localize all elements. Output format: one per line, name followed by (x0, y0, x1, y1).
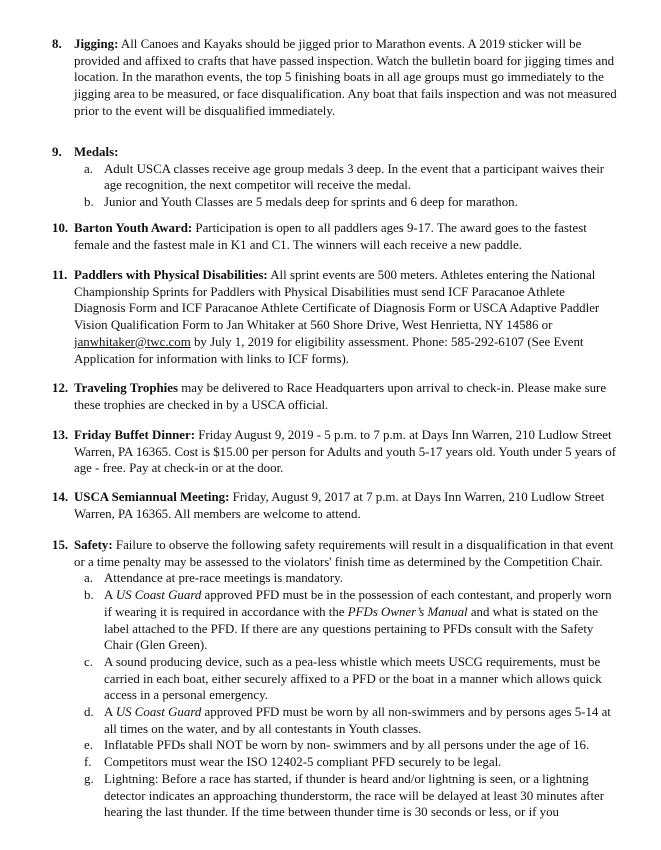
section-8-jigging (52, 36, 617, 120)
section-text: may be delivered to Race Headquarters upon arrival to check-in. Please make sure these trophies are checked in by a USCA official. (74, 381, 607, 412)
section-heading: USCA Semiannual Meeting: (74, 490, 230, 504)
section-number: 8. (52, 37, 62, 51)
list-text-post: approved PFD must be worn by all non-swimmers and by persons ages 5-14 at all times on the water, and by all contestants in Youth classes. (104, 705, 611, 736)
list-text: Adult USCA classes receive age group medals 3 deep. In the event that a participant waives their age recognition, the next competitor will receive the medal. (104, 161, 605, 193)
list-item (84, 704, 617, 737)
section-heading: Medals: (74, 145, 119, 159)
section-text: All sprint events are 500 meters. Athletes entering the National Championship Sprints for Paddlers with Physical Disabilities must send ICF Paracanoe Athlete Diagnosis Form and ICF Paracanoe Athlete Certificate of Diagnosis Form or USCA Adaptive Paddler Vision Qualification Form to Jan Whitaker at 560 Shore Drive, West Henrietta, NY 14586 or (74, 268, 600, 333)
list-item (84, 737, 617, 754)
section-15-safety (52, 537, 617, 821)
list-letter: e. (84, 738, 93, 753)
section-number: 10. (52, 221, 69, 235)
list-text: Attendance at pre-race meetings is mandatory. (104, 571, 343, 586)
section-text: All Canoes and Kayaks should be jigged prior to Marathon events. A 2019 sticker will be provided and affixed to crafts that have passed inspection. Watch the bulletin board for jigging times and location. In the marathon events, the top 5 finishing boats in all age groups must go immediately to the jigging area to be measured, or face disqualification. Any boat that fails inspection and was not measured prior to the event will be disqualified immediately. (74, 37, 617, 118)
list-item (84, 654, 617, 704)
list-text: Competitors must wear the ISO 12402-5 compliant PFD securely to be legal. (104, 755, 502, 770)
section-11-paddlers-disabilities (52, 267, 617, 367)
list-text-post: and what is stated on the label attached to the PFD. If there are any questions pertaining to PFDs consult with the Safety Chair (Glen Green). (104, 604, 598, 653)
section-heading: Safety: (74, 538, 113, 552)
section-body (74, 220, 617, 253)
list-item (84, 771, 617, 821)
list-item (84, 194, 617, 211)
section-body (74, 36, 617, 120)
section-12-traveling-trophies (52, 380, 617, 413)
section-heading: Barton Youth Award: (74, 221, 193, 235)
list-letter: f. (84, 755, 92, 770)
section-body (74, 489, 617, 522)
section-text: Participation is open to all paddlers ages 9-17. The award goes to the fastest female and the fastest male in K1 and C1. The winners will each receive a new paddle. (74, 221, 587, 252)
list-letter: c. (84, 654, 93, 669)
section-number: 13. (52, 428, 69, 442)
list-text-mid: approved PFD must be in the possession of each contestant, and properly worn if wearing it is required in accordance with the (104, 588, 612, 619)
section-body (74, 537, 617, 570)
list-text-pre: A (104, 705, 116, 720)
section-text: Friday, August 9, 2017 at 7 p.m. at Days Inn Warren, 210 Ludlow Street Warren, PA 16365. All members are welcome to attend. (74, 490, 605, 521)
section-body (74, 427, 617, 477)
list-text: Lightning: Before a race has started, if thunder is heard and/or lightning is seen, or a lightning detector indicates an approaching thunderstorm, the race will be delayed at least 30 minutes after hearing the last thunder. If the time between thunder time is 30 seconds or less, or if you (104, 771, 605, 820)
list-item (84, 754, 617, 771)
section-13-friday-buffet-dinner (52, 427, 617, 477)
list-text-emphasis: US Coast Guard (115, 588, 202, 603)
section-number: 11. (52, 268, 68, 282)
email-link[interactable]: janwhitaker@twc.com (74, 334, 191, 349)
list-letter: g. (84, 771, 94, 786)
section-heading: Friday Buffet Dinner: (74, 428, 196, 442)
list-text-pre: A (104, 588, 116, 603)
section-text: Failure to observe the following safety requirements will result in a disqualification in that event or a time penalty may be assessed to the violators' finish time as determined by the Competition Chair. (74, 538, 614, 569)
list-item (84, 161, 617, 194)
list-text: Junior and Youth Classes are 5 medals deep for sprints and 6 deep for marathon. (104, 195, 518, 210)
section-heading: Jigging: (74, 37, 119, 51)
list-letter: a. (84, 161, 93, 176)
section-text: Friday August 9, 2019 - 5 p.m. to 7 p.m. at Days Inn Warren, 210 Ludlow Street Warren, PA 16365. Cost is $15.00 per person for Adults and youth 5-17 years old. Youth under 5 years of age - free. Pay at check-in or at the door. (74, 428, 616, 476)
list-text: A sound producing device, such as a pea-less whistle which meets USCG requirements, must be carried in each boat, either securely affixed to a PFD or the boat in a manner which allows quick access in a personal emergency. (104, 654, 602, 703)
section-body (74, 380, 617, 413)
list-text-emphasis-2: PFDs Owner’s Manual (347, 604, 468, 619)
list-text-emphasis: US Coast Guard (115, 705, 202, 720)
section-number: 14. (52, 490, 69, 504)
list-text: Inflatable PFDs shall NOT be worn by non- swimmers and by all persons under the age of 16. (104, 738, 590, 753)
list-item (84, 587, 617, 654)
section-body (74, 144, 617, 161)
section-number: 12. (52, 381, 69, 395)
list-letter: d. (84, 705, 94, 720)
section-number: 9. (52, 145, 62, 159)
list-letter: b. (84, 195, 94, 210)
section-heading: Paddlers with Physical Disabilities: (74, 268, 268, 282)
section-heading: Traveling Trophies (74, 381, 178, 395)
section-body (74, 267, 617, 367)
section-number: 15. (52, 538, 69, 552)
section-text-continued: by July 1, 2019 for eligibility assessment. Phone: 585-292-6107 (See Event Application for information with links to ICF forms). (74, 334, 584, 366)
list-letter: a. (84, 571, 93, 586)
list-item (84, 570, 617, 587)
section-9-medals (52, 144, 617, 211)
section-14-semiannual-meeting (52, 489, 617, 522)
list-letter: b. (84, 588, 94, 603)
section-10-barton-youth-award (52, 220, 617, 253)
